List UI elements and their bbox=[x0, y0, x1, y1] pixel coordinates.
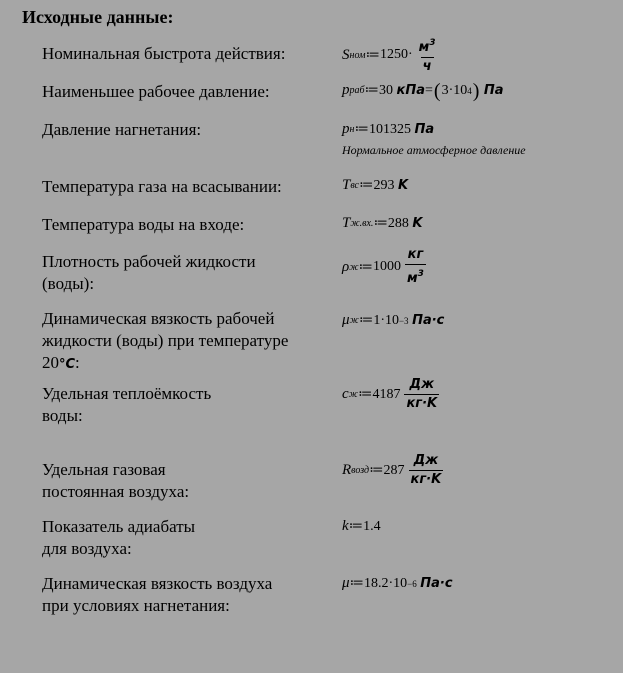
variable: S bbox=[342, 46, 350, 63]
formula-liquid-density: ρ ж ≔ 1000 $\frac{кг}{м^3}$ bbox=[342, 247, 424, 286]
unit-fraction: $\frac{Дж}{кг\cdot K}$ bbox=[410, 453, 442, 487]
formula-nominal-speed: S ном ≔ 1250 · $\frac{м^3}{ч}$ bbox=[342, 38, 436, 74]
formula-gas-temp: T вс ≔ 293 K bbox=[342, 177, 409, 193]
label-discharge-pressure: Давление нагнетания: bbox=[42, 120, 202, 139]
label-liquid-density: Плотность рабочей жидкости (воды): bbox=[42, 252, 256, 293]
label-heat-capacity: Удельная теплоёмкость воды: bbox=[42, 384, 212, 425]
formula-heat-capacity: c ж ≔ 4187 $\frac{Дж}{кг\cdot K}$ bbox=[342, 377, 438, 411]
label-air-viscosity: Динамическая вязкость воздуха при условиях нагнетания: bbox=[42, 574, 273, 615]
unit-fraction: $\frac{кг}{м^3}$ bbox=[406, 247, 424, 286]
formula-water-temp: T ж.вх. ≔ 288 K bbox=[342, 215, 423, 231]
label-gas-temp: Температура газа на всасывании: bbox=[42, 177, 282, 196]
label-gas-constant: Удельная газовая постоянная воздуха: bbox=[42, 460, 190, 501]
formula-liquid-viscosity: μ ж ≔ 1 · 10 −3 Па·с bbox=[342, 312, 445, 328]
label-adiabatic-index: Показатель адиабаты для воздуха: bbox=[42, 517, 196, 558]
unit-fraction: $\frac{Дж}{кг\cdot K}$ bbox=[406, 377, 438, 411]
formula-discharge-pressure: p н ≔ 101325 Па bbox=[342, 121, 435, 137]
unit-fraction: $\frac{м^3}{ч}$ bbox=[418, 38, 436, 74]
formula-adiabatic-index: k ≔ 1.4 bbox=[342, 518, 381, 534]
section-title: Исходные данные: bbox=[22, 7, 174, 27]
formula-air-viscosity: μ ≔ 18.2 · 10 −6 Па·с bbox=[342, 575, 453, 591]
formula-gas-constant: R возд ≔ 287 $\frac{Дж}{кг\cdot K}$ bbox=[342, 453, 442, 487]
formula-note: Нормальное атмосферное давление bbox=[342, 143, 526, 157]
label-min-pressure: Наименьшее рабочее давление: bbox=[42, 82, 270, 101]
label-nominal-speed: Номинальная быстрота действия: bbox=[42, 44, 286, 63]
label-water-temp: Температура воды на входе: bbox=[42, 215, 245, 234]
label-liquid-viscosity: Динамическая вязкость рабочей жидкости (воды) при температуре 20°C: bbox=[42, 309, 289, 372]
formula-min-pressure: p раб ≔ 30 кПа = ( 3 · 10 4 ) Па bbox=[342, 79, 504, 102]
